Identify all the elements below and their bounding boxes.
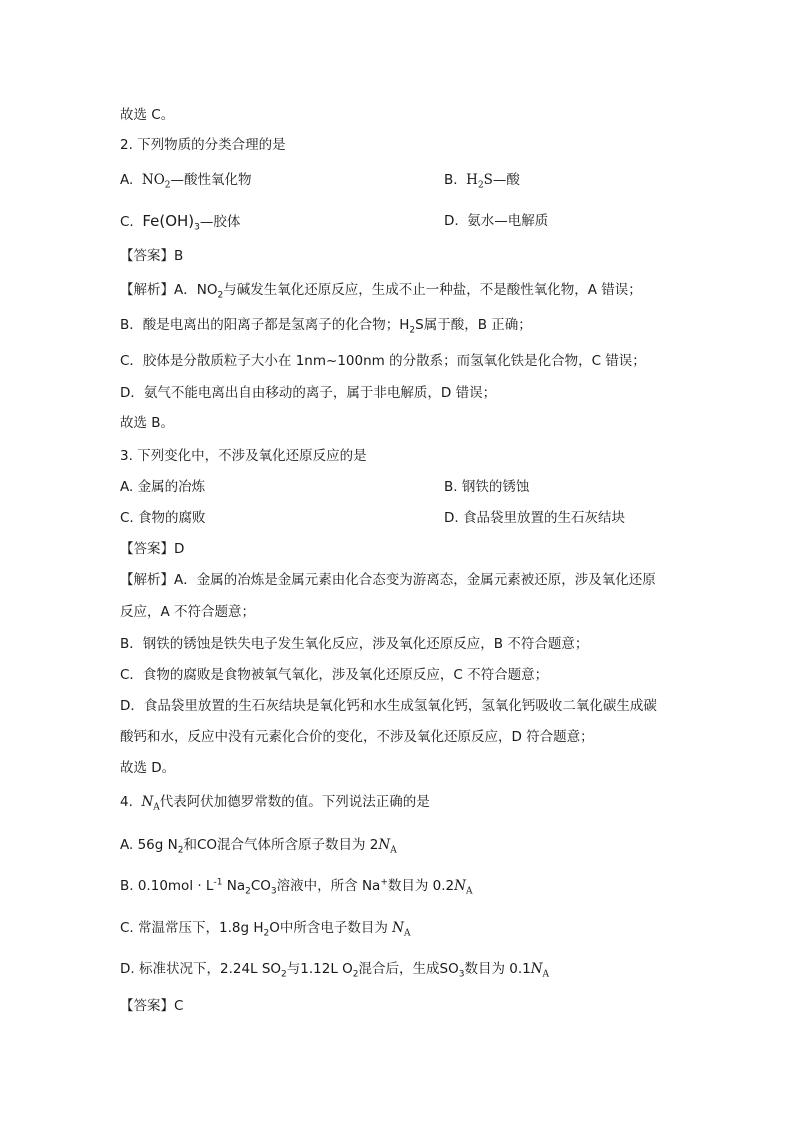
q2-analysis-a: 【解析】A．$NO_2$与碱发生氧化还原反应，生成不止一种盐，不是酸性氧化物，A 错误； — [120, 282, 642, 301]
q4-option-d: D. 标准状况下，2.24L $SO_2$与1.12L $O_2$混合后，生成$SO_3$数目为 $0.1N_A$ — [120, 961, 550, 980]
q2-analysis-b: B．酸是电离出的阳离子都是氢离子的化合物；$H_2S$属于酸，B 正确； — [120, 317, 532, 336]
q3-option-d: D. 食品袋里放置的生石灰结块 — [444, 510, 625, 526]
q3-analysis-a-line2: 反应，A 不符合题意； — [120, 604, 256, 620]
q3-conclusion: 故选 D。 — [120, 760, 176, 776]
q2-analysis-c: C．胶体是分散质粒子大小在 1nm~100nm 的分散系；而氢氧化铁是化合物，C 错误； — [120, 353, 646, 369]
q3-answer: 【答案】D — [120, 541, 185, 557]
q3-option-c: C. 食物的腐败 — [120, 510, 206, 526]
q4-option-a: A. 56g $N_2$和CO混合气体所含原子数目为 $2N_A$ — [120, 837, 397, 856]
q2-conclusion: 故选 B。 — [120, 415, 175, 431]
q2-answer: 【答案】B — [120, 248, 184, 264]
q3-option-b: B. 钢铁的锈蚀 — [444, 479, 530, 495]
q3-analysis-c: C．食物的腐败是食物被氧气氧化，涉及氧化还原反应，C 不符合题意； — [120, 667, 549, 683]
q3-analysis-d-line1: D．食品袋里放置的生石灰结块是氧化钙和水生成氢氧化钙，氢氧化钙吸收二氧化碳生成碳 — [120, 698, 657, 714]
q3-analysis-d-line2: 酸钙和水，反应中没有元素化合价的变化，不涉及氧化还原反应，D 符合题意； — [120, 729, 594, 745]
q3-analysis-a-line1: 【解析】A．金属的冶炼是金属元素由化合态变为游离态，金属元素被还原，涉及氧化还原 — [120, 572, 656, 588]
q2-option-b: B. $H_2S—$酸 — [444, 172, 520, 191]
q4-stem: 4. $N_A$代表阿伏加德罗常数的值。下列说法正确的是 — [120, 794, 430, 813]
q2-option-c: C. $Fe(OH)_3—$胶体 — [120, 212, 241, 233]
q4-option-b: B. $0.10mol \cdot L^{-1}$ $Na_2CO_3$溶液中，所含 Na+数目为 $0.2N_A$ — [120, 877, 473, 897]
q3-stem: 3. 下列变化中，不涉及氧化还原反应的是 — [120, 448, 367, 464]
q2-stem: 2. 下列物质的分类合理的是 — [120, 137, 286, 153]
q2-option-a: A. $NO_2—$酸性氧化物 — [120, 172, 252, 191]
q3-option-a: A. 金属的冶炼 — [120, 479, 206, 495]
q4-answer: 【答案】C — [120, 998, 184, 1014]
q4-option-c: C. 常温常压下，1.8g $H_2O$中所含电子数目为 $N_A$ — [120, 920, 411, 939]
q2-analysis-d: D．氨气不能电离出自由移动的离子，属于非电解质，D 错误； — [120, 385, 497, 401]
q3-analysis-b: B．钢铁的锈蚀是铁失电子发生氧化反应，涉及氧化还原反应，B 不符合题意； — [120, 636, 589, 652]
q1-conclusion: 故选 C。 — [120, 107, 175, 123]
q2-option-d: D. 氨水—电解质 — [444, 213, 549, 229]
